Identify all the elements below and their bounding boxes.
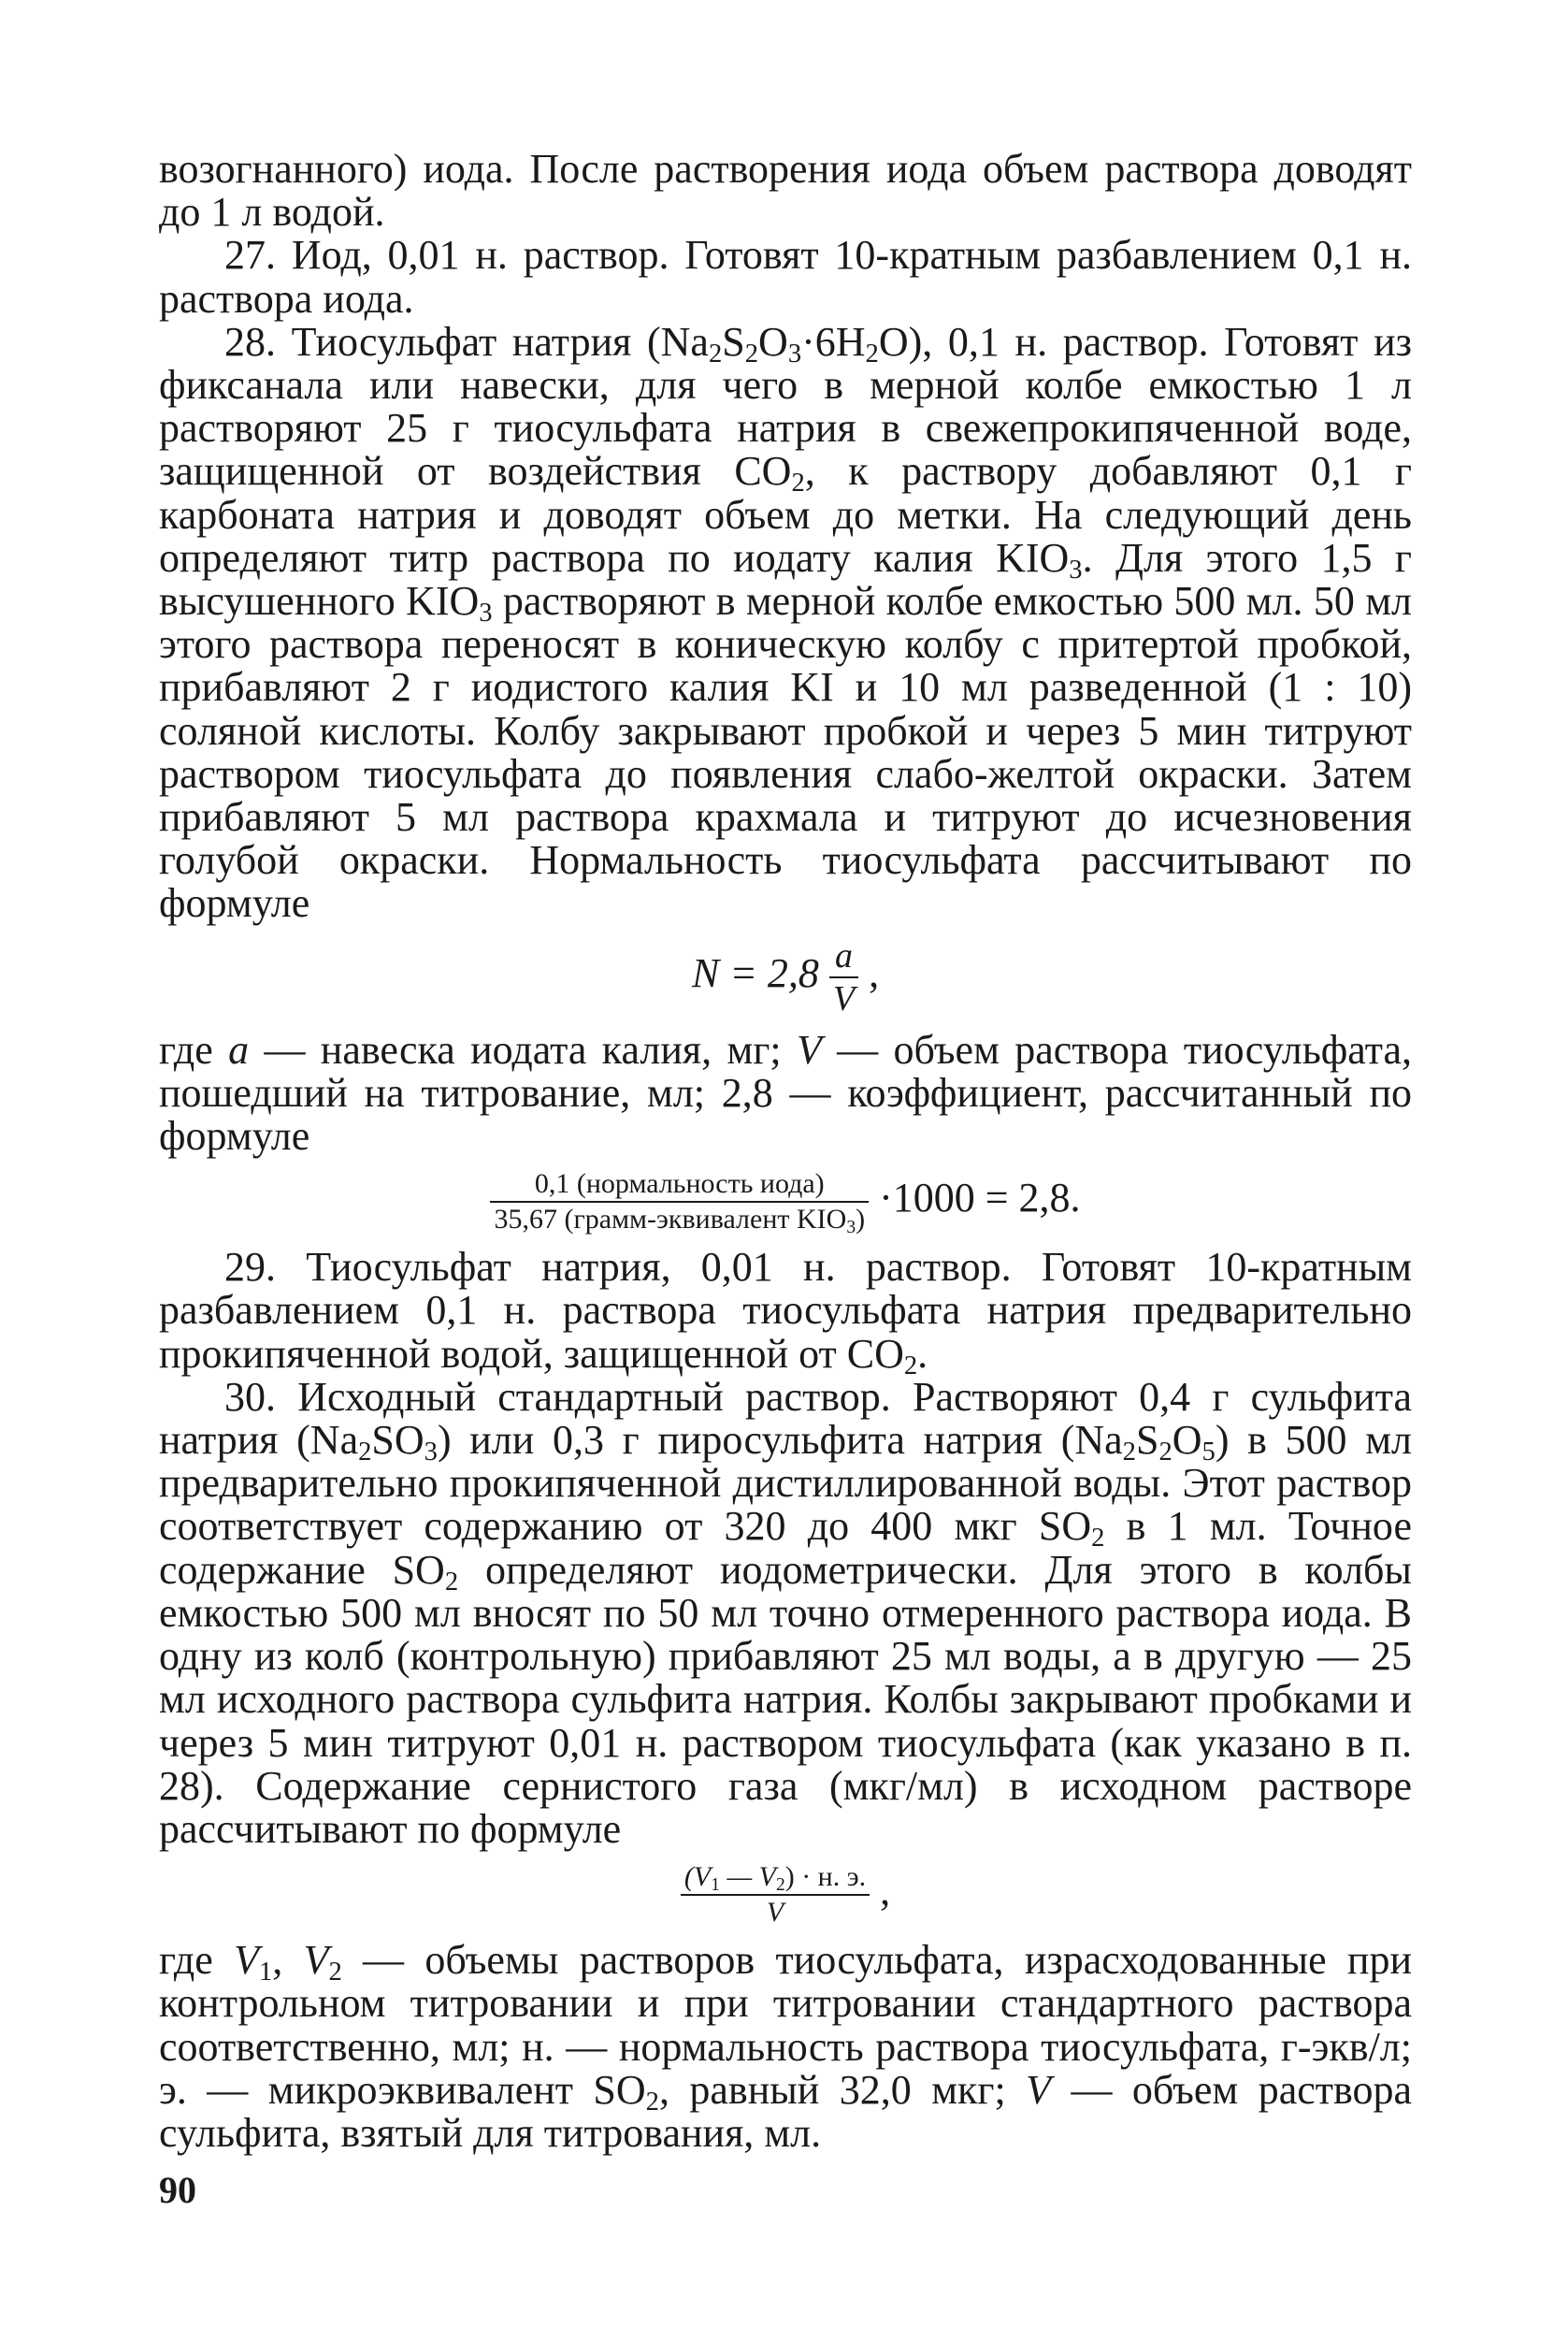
fraction-denominator [490, 1203, 869, 1236]
text-run: определяют иодометрически. Для этого в колбы емкостью 500 мл вносят по 50 мл точно отмеренного раствора иода. В одну из колб (контрольную) прибавляют 25 мл воды, а в другую — 25 мл исходного раствора сульфита натрия. Колбы закрывают пробками и через 5 мин титруют 0,01 н. раствором тиосульфата (как указано в п. 28). Содержание сернистого газа (мкг/мл) в исходном растворе рассчитывают по формуле [159, 1546, 1412, 1852]
subscript: 2 [708, 339, 723, 368]
text-run: SO [371, 1417, 424, 1464]
text-run: возогнанного) иода. После растворения иода объем раствора доводят до 1 л водой. [159, 146, 1412, 236]
formula-normality [159, 935, 1412, 1019]
paragraph-30 [159, 1373, 1413, 1852]
body-text [159, 148, 1412, 2155]
text-run: — объем раствора тиосульфата, пошедший на титрование, мл; 2,8 — коэффициент, рассчитанный по формуле [159, 1026, 1412, 1160]
text-run: . Для этого 1,5 г высушенного KIO [159, 534, 1412, 625]
text-run: 35,67 (грамм-эквивалент KIO [494, 1204, 847, 1236]
fraction-numerator: a [829, 935, 858, 978]
text-run: — V [719, 1861, 776, 1893]
text-run: 28. Тиосульфат натрия (Na [224, 318, 709, 365]
variable: V [234, 1937, 259, 1984]
text-run: . [917, 1330, 928, 1377]
paragraph-28 [159, 318, 1413, 927]
variable: V [1026, 2066, 1052, 2113]
variable: a [228, 1026, 250, 1073]
subscript: 1 [258, 1958, 273, 1987]
text-run: S [1135, 1417, 1159, 1464]
subscript: 2 [791, 469, 805, 499]
text-run: , равный 32,0 мкг; [658, 2066, 1027, 2113]
paragraph-28-where [159, 1026, 1412, 1160]
fraction [490, 1167, 869, 1236]
paragraph-30-where [159, 1939, 1412, 2155]
text-run: растворяют в мерной колбе емкостью 500 мл. 50 мл этого раствора переносят в коническую колбу с притертой пробкой, прибавляют 2 г иодистого калия KI и 10 мл разведенной (1 : 10) соляной кислоты. Колбу закрывают пробкой и через 5 мин титруют раствором тиосульфата до появления слабо-желтой окраски. Затем прибавляют 5 мл раствора крахмала и титруют до исчезновения голубой окраски. Нормальность тиосульфата рассчитывают по формуле [159, 578, 1413, 927]
fraction [681, 1860, 870, 1929]
text-run: — навеска иодата калия, мг; [249, 1026, 797, 1073]
formula-sulfur-dioxide [159, 1860, 1412, 1929]
subscript: 5 [1201, 1438, 1216, 1467]
fraction [829, 935, 858, 1019]
text-run: 27. Иод, 0,01 н. раствор. Готовят 10-кратным разбавлением 0,1 н. раствора иода. [159, 232, 1412, 322]
formula-coefficient [159, 1167, 1412, 1236]
text-run: в 1 мл. Точное содержание SO [159, 1503, 1412, 1593]
fraction-denominator: V [832, 978, 856, 1019]
subscript: 3 [479, 599, 493, 629]
paragraph-29 [159, 1244, 1412, 1380]
subscript: 2 [1158, 1438, 1172, 1467]
subscript: 2 [328, 1958, 342, 1987]
text-run: ) в 500 мл предварительно прокипяченной дистиллированной воды. Этот раствор соответствует содержанию от 320 до 400 мкг SO [159, 1417, 1413, 1550]
text-run: O), 0,1 н. раствор. Готовят из фиксанала или навески, для чего в мерной колбе емкостью 1 л растворяют 25 г тиосульфата натрия в свежепрокипяченной воде, защищенной от воздействия CO [159, 318, 1412, 495]
text-run: — объемы растворов тиосульфата, израсходованные при контрольном титровании и при титровании стандартного раствора соответственно, мл; н. — нормальность раствора тиосульфата, г-экв/л; э. — микроэквивалент SO [159, 1937, 1412, 2113]
formula-tail: , [880, 1868, 891, 1915]
text-run: ) · н. э. [784, 1861, 867, 1893]
formula-tail: , [869, 949, 880, 996]
subscript: 2 [358, 1438, 372, 1467]
text-run: O [758, 318, 788, 365]
formula-tail: ·1000 = 2,8. [879, 1175, 1081, 1221]
text-run: где [159, 1026, 229, 1073]
fraction-numerator: 0,1 (нормальность иода) [490, 1167, 869, 1203]
page-number: 90 [159, 2169, 196, 2211]
text-run: , [272, 1937, 304, 1984]
text-run: ·6H [801, 318, 866, 365]
variable: V [796, 1026, 822, 1073]
subscript: 3 [424, 1438, 438, 1467]
subscript: 2 [1122, 1438, 1136, 1467]
subscript: 2 [645, 2087, 659, 2117]
fraction-numerator [681, 1860, 870, 1896]
text-run: (V [683, 1861, 712, 1893]
variable: V [303, 1937, 329, 1984]
subscript: 3 [846, 1218, 856, 1238]
subscript: 3 [1069, 555, 1083, 585]
subscript: 2 [744, 339, 759, 368]
paragraph-27 [159, 234, 1412, 320]
text-run: ) [856, 1204, 866, 1236]
text-run: где [159, 1937, 235, 1984]
subscript: 2 [865, 339, 879, 368]
text-run: O [1172, 1417, 1202, 1464]
subscript: 1 [711, 1874, 720, 1895]
text-run: , к раствору добавляют 0,1 г карбоната натрия и доводят объем до метки. На следующий день определяют титр раствора по иодату калия KIO [159, 448, 1412, 581]
subscript: 2 [1091, 1524, 1105, 1553]
formula-lhs: N = 2,8 [691, 949, 819, 996]
subscript: 2 [903, 1351, 918, 1380]
subscript: 2 [775, 1874, 785, 1895]
subscript: 3 [787, 339, 802, 368]
text-run: 30. Исходный стандартный раствор. Растворяют 0,4 г сульфита натрия (Na [159, 1373, 1412, 1464]
text-run: ) или 0,3 г пиросульфита натрия (Na [437, 1417, 1123, 1464]
text-run: — объем раствора сульфита, взятый для титрования, мл. [159, 2066, 1412, 2156]
paragraph-continuation [159, 148, 1412, 234]
subscript: 2 [444, 1567, 459, 1597]
text-run: S [722, 318, 745, 365]
fraction-denominator: V [766, 1897, 784, 1929]
text-run: 29. Тиосульфат натрия, 0,01 н. раствор. Готовят 10-кратным разбавлением 0,1 н. раствора тиосульфата натрия предварительно прокипяченной водой, защищенной от CO [159, 1244, 1412, 1377]
